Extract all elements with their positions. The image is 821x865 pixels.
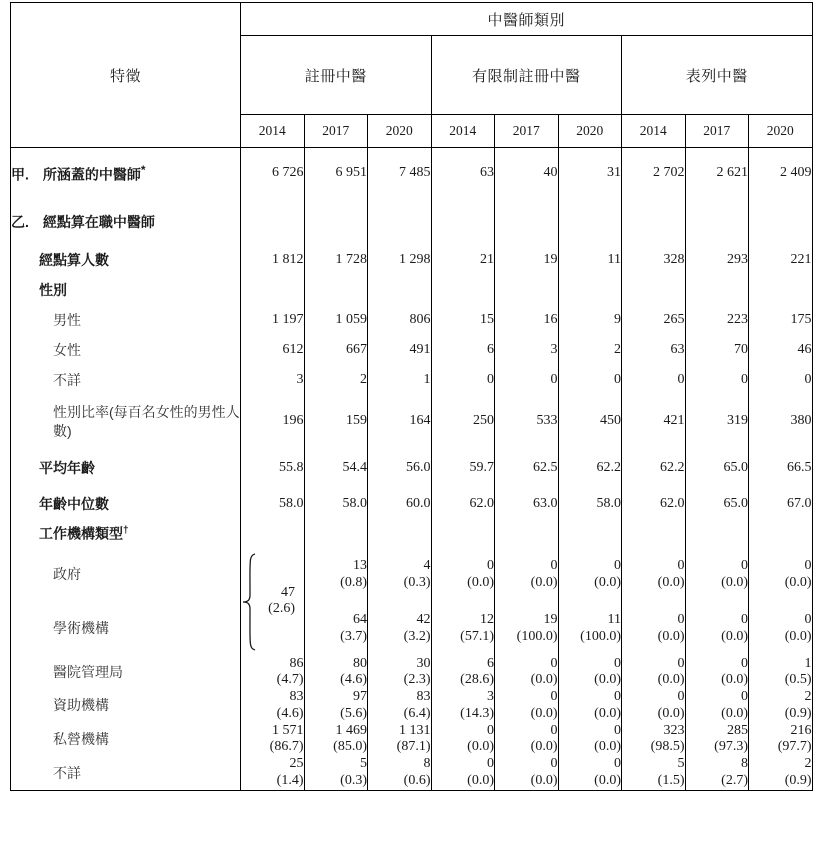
- table-row: [11, 548, 813, 602]
- data-cell: 65.0: [685, 448, 749, 490]
- table-row: [11, 448, 813, 490]
- data-cell: 323 (98.5): [622, 723, 686, 757]
- asterisk-marker: *: [140, 163, 146, 178]
- row-label: 性別比率(每百名女性的男性人數): [11, 396, 241, 448]
- row-label: 學術機構: [11, 602, 241, 656]
- data-cell: 0 (0.0): [495, 548, 559, 602]
- data-cell: [431, 520, 495, 548]
- data-cell-percent: (0.0): [467, 773, 494, 789]
- data-cell: 450: [558, 396, 622, 448]
- row-label: 女性: [11, 336, 241, 366]
- data-cell: 55.8: [241, 448, 305, 490]
- data-cell-percent: (0.6): [403, 773, 431, 789]
- data-cell: 62.5: [495, 448, 559, 490]
- data-cell: 0 (0.0): [685, 602, 749, 656]
- data-cell: 2: [558, 336, 622, 366]
- data-cell: 250: [431, 396, 495, 448]
- merged-value: [268, 585, 295, 619]
- data-cell: [622, 200, 686, 246]
- data-cell: 1 (0.5): [749, 656, 813, 690]
- data-cell: [304, 520, 368, 548]
- data-cell: 62.2: [622, 448, 686, 490]
- data-cell: 5 (0.3): [304, 756, 368, 790]
- data-cell-percent: (0.9): [784, 773, 812, 789]
- data-cell: 159: [304, 396, 368, 448]
- table-row: [11, 602, 813, 656]
- data-cell-percent: (0.0): [657, 628, 685, 644]
- dagger-marker: †: [123, 524, 129, 536]
- data-cell-percent: (0.8): [340, 574, 367, 590]
- data-cell: 8 (0.6): [368, 756, 432, 790]
- data-cell-percent: (0.0): [657, 574, 685, 590]
- data-cell-percent: (0.9): [784, 705, 812, 721]
- data-cell: [304, 200, 368, 246]
- row-label: 乙. 經點算在職中醫師: [11, 200, 241, 246]
- row-label: 醫院管理局: [11, 656, 241, 690]
- data-cell: [558, 200, 622, 246]
- data-cell: 63.0: [495, 490, 559, 520]
- data-cell: 0 (0.0): [685, 689, 749, 723]
- data-cell-percent: (0.5): [784, 672, 812, 688]
- data-cell: 19: [495, 246, 559, 276]
- data-cell: 6 726: [241, 148, 305, 200]
- data-cell-percent: (0.0): [784, 628, 812, 644]
- data-cell: 533: [495, 396, 559, 448]
- data-cell: 0: [685, 366, 749, 396]
- data-cell: 164: [368, 396, 432, 448]
- data-cell-percent: (0.0): [721, 574, 748, 590]
- header-feature: 特徵: [11, 3, 241, 148]
- data-cell-percent: (100.0): [516, 628, 558, 644]
- data-cell-percent: (4.6): [340, 672, 367, 688]
- data-cell: 62.0: [431, 490, 495, 520]
- data-cell-percent: (28.6): [460, 672, 494, 688]
- data-cell-percent: (0.0): [530, 672, 558, 688]
- data-cell: 1 469 (85.0): [304, 723, 368, 757]
- data-cell: 667: [304, 336, 368, 366]
- data-cell: [685, 276, 749, 306]
- data-cell: 328: [622, 246, 686, 276]
- data-cell: 63: [431, 148, 495, 200]
- table-row: [11, 306, 813, 336]
- row-label: 不詳: [11, 366, 241, 396]
- data-cell: 0 (0.0): [495, 756, 559, 790]
- row-label: 資助機構: [11, 689, 241, 723]
- data-cell: 25 (1.4): [241, 756, 305, 790]
- data-cell-percent: (3.2): [403, 628, 431, 644]
- data-cell: [304, 276, 368, 306]
- data-cell: 6 (28.6): [431, 656, 495, 690]
- table-row: [11, 520, 813, 548]
- data-cell: 0 (0.0): [431, 723, 495, 757]
- data-cell: [622, 520, 686, 548]
- data-cell-percent: (3.7): [340, 628, 367, 644]
- table-row: [11, 756, 813, 790]
- data-cell-percent: (0.0): [530, 739, 558, 755]
- data-cell: 63: [622, 336, 686, 366]
- header-year: 2020: [368, 115, 432, 148]
- data-cell-percent: (4.7): [276, 672, 304, 688]
- data-cell: 2: [304, 366, 368, 396]
- data-cell: [495, 200, 559, 246]
- header-subgroup-listed: 表列中醫: [622, 36, 813, 115]
- merged-value-percent: (2.6): [268, 601, 295, 617]
- header-year: 2020: [558, 115, 622, 148]
- merged-brace-cell: [241, 548, 305, 656]
- data-cell: 56.0: [368, 448, 432, 490]
- data-cell: 67.0: [749, 490, 813, 520]
- data-cell: 12 (57.1): [431, 602, 495, 656]
- header-year: 2017: [685, 115, 749, 148]
- data-cell: [685, 200, 749, 246]
- data-cell: 221: [749, 246, 813, 276]
- data-cell: 0 (0.0): [685, 548, 749, 602]
- data-cell: 319: [685, 396, 749, 448]
- data-cell-percent: (1.4): [276, 773, 304, 789]
- data-cell: 0: [558, 366, 622, 396]
- data-cell-percent: (97.7): [777, 739, 812, 755]
- data-cell: [558, 520, 622, 548]
- table-row: [11, 490, 813, 520]
- data-cell: 4 (0.3): [368, 548, 432, 602]
- data-cell: 65.0: [685, 490, 749, 520]
- data-cell: [749, 200, 813, 246]
- data-cell: 11: [558, 246, 622, 276]
- header-year: 2014: [622, 115, 686, 148]
- data-cell: [241, 276, 305, 306]
- data-cell: [685, 520, 749, 548]
- data-cell-percent: (100.0): [580, 628, 621, 644]
- data-cell: 83 (6.4): [368, 689, 432, 723]
- data-cell: 0: [431, 366, 495, 396]
- data-cell: 16: [495, 306, 559, 336]
- data-cell-percent: (0.0): [721, 672, 748, 688]
- row-label: 平均年齡: [11, 448, 241, 490]
- row-label: 甲. 所涵蓋的中醫師*: [11, 148, 241, 200]
- data-cell-percent: (87.1): [396, 739, 431, 755]
- data-cell: 70: [685, 336, 749, 366]
- data-cell: 30 (2.3): [368, 656, 432, 690]
- data-cell: [241, 200, 305, 246]
- merged-value-count: 47: [281, 584, 295, 600]
- data-cell: 380: [749, 396, 813, 448]
- row-label: 男性: [11, 306, 241, 336]
- data-cell: 216 (97.7): [749, 723, 813, 757]
- data-cell: 64 (3.7): [304, 602, 368, 656]
- data-cell: 1 571 (86.7): [241, 723, 305, 757]
- data-cell: 0 (0.0): [495, 723, 559, 757]
- header-category-group: 中醫師類別: [241, 3, 813, 36]
- data-cell: [558, 276, 622, 306]
- curly-brace-icon: [239, 548, 259, 656]
- header-year: 2020: [749, 115, 813, 148]
- chinese-medicine-practitioners-table: [10, 2, 813, 791]
- data-cell: 0 (0.0): [558, 756, 622, 790]
- data-cell: [368, 276, 432, 306]
- data-cell: 0: [495, 366, 559, 396]
- data-cell: 0 (0.0): [558, 723, 622, 757]
- data-cell-percent: (0.0): [594, 739, 621, 755]
- data-cell: 2 (0.9): [749, 756, 813, 790]
- data-cell: [749, 520, 813, 548]
- data-cell: 0 (0.0): [749, 548, 813, 602]
- row-label: 經點算人數: [11, 246, 241, 276]
- header-year: 2017: [304, 115, 368, 148]
- data-cell: 1: [368, 366, 432, 396]
- data-cell-percent: (0.0): [467, 739, 494, 755]
- data-cell: [622, 276, 686, 306]
- data-cell: [495, 276, 559, 306]
- data-cell: 265: [622, 306, 686, 336]
- data-cell-percent: (0.0): [530, 574, 558, 590]
- row-label: 年齡中位數: [11, 490, 241, 520]
- data-cell: 1 197: [241, 306, 305, 336]
- data-cell-percent: (0.0): [530, 773, 558, 789]
- data-cell: [241, 520, 305, 548]
- data-cell: 612: [241, 336, 305, 366]
- data-cell: [368, 520, 432, 548]
- data-cell-percent: (0.3): [403, 574, 431, 590]
- data-cell: 11 (100.0): [558, 602, 622, 656]
- data-cell: 31: [558, 148, 622, 200]
- header-year: 2014: [431, 115, 495, 148]
- data-cell-percent: (2.3): [403, 672, 431, 688]
- data-cell: [431, 276, 495, 306]
- table-row: [11, 689, 813, 723]
- data-cell: 86 (4.7): [241, 656, 305, 690]
- data-cell: 7 485: [368, 148, 432, 200]
- row-label: 工作機構類型†: [11, 520, 241, 548]
- data-cell: 196: [241, 396, 305, 448]
- data-cell-percent: (0.0): [784, 574, 812, 590]
- data-cell: 97 (5.6): [304, 689, 368, 723]
- data-cell-percent: (6.4): [403, 705, 431, 721]
- data-cell-percent: (2.7): [721, 773, 748, 789]
- table-row: [11, 396, 813, 448]
- data-cell: 0 (0.0): [558, 548, 622, 602]
- table-row: [11, 723, 813, 757]
- data-cell: 0 (0.0): [685, 656, 749, 690]
- data-cell: 62.0: [622, 490, 686, 520]
- data-cell: 83 (4.6): [241, 689, 305, 723]
- data-cell: 0 (0.0): [431, 756, 495, 790]
- header-row-group: [11, 3, 813, 36]
- data-cell: 0 (0.0): [622, 689, 686, 723]
- row-label: 政府: [11, 548, 241, 602]
- data-cell-percent: (0.0): [657, 672, 685, 688]
- data-cell-percent: (0.0): [594, 773, 621, 789]
- data-cell: 175: [749, 306, 813, 336]
- data-cell: 58.0: [241, 490, 305, 520]
- header-year: 2014: [241, 115, 305, 148]
- data-cell-percent: (98.5): [650, 739, 685, 755]
- data-cell: 1 728: [304, 246, 368, 276]
- data-cell-percent: (0.0): [721, 705, 748, 721]
- data-cell: 6 951: [304, 148, 368, 200]
- data-cell: 0 (0.0): [622, 548, 686, 602]
- data-cell-percent: (0.0): [530, 705, 558, 721]
- data-cell: 13 (0.8): [304, 548, 368, 602]
- data-cell-percent: (1.5): [657, 773, 685, 789]
- data-cell-percent: (0.3): [340, 773, 367, 789]
- data-cell: 66.5: [749, 448, 813, 490]
- data-cell: 2 621: [685, 148, 749, 200]
- data-cell: 2 409: [749, 148, 813, 200]
- data-cell-percent: (0.0): [721, 628, 748, 644]
- data-cell: 2 (0.9): [749, 689, 813, 723]
- statistics-table-page: [0, 2, 821, 865]
- data-cell: 62.2: [558, 448, 622, 490]
- table-row: [11, 656, 813, 690]
- data-cell-percent: (57.1): [460, 628, 494, 644]
- table-body: [11, 148, 813, 791]
- data-cell: 0: [622, 366, 686, 396]
- data-cell: 15: [431, 306, 495, 336]
- header-subgroup-registered: 註冊中醫: [241, 36, 432, 115]
- data-cell: 806: [368, 306, 432, 336]
- data-cell: 0 (0.0): [495, 656, 559, 690]
- table-row: [11, 336, 813, 366]
- table-row: [11, 276, 813, 306]
- data-cell: [495, 520, 559, 548]
- data-cell: [749, 276, 813, 306]
- data-cell-percent: (0.0): [594, 672, 621, 688]
- data-cell-percent: (0.0): [594, 705, 621, 721]
- header-year: 2017: [495, 115, 559, 148]
- data-cell: 40: [495, 148, 559, 200]
- data-cell: 54.4: [304, 448, 368, 490]
- data-cell: 58.0: [304, 490, 368, 520]
- data-cell-percent: (97.3): [714, 739, 748, 755]
- data-cell: 0: [749, 366, 813, 396]
- data-cell: 8 (2.7): [685, 756, 749, 790]
- data-cell: 0 (0.0): [558, 689, 622, 723]
- data-cell-percent: (0.0): [657, 705, 685, 721]
- table-row: [11, 366, 813, 396]
- data-cell: 46: [749, 336, 813, 366]
- data-cell: [368, 200, 432, 246]
- data-cell: 6: [431, 336, 495, 366]
- data-cell-percent: (0.0): [467, 574, 494, 590]
- data-cell: 293: [685, 246, 749, 276]
- row-label: 不詳: [11, 756, 241, 790]
- data-cell: 0 (0.0): [558, 656, 622, 690]
- header-subgroup-limited: 有限制註冊中醫: [431, 36, 622, 115]
- data-cell-percent: (85.0): [333, 739, 367, 755]
- data-cell: 42 (3.2): [368, 602, 432, 656]
- data-cell: 5 (1.5): [622, 756, 686, 790]
- table-header: [11, 3, 813, 148]
- row-label: 性別: [11, 276, 241, 306]
- data-cell-percent: (0.0): [594, 574, 621, 590]
- data-cell: 80 (4.6): [304, 656, 368, 690]
- table-row: [11, 148, 813, 200]
- data-cell: 223: [685, 306, 749, 336]
- row-label: 私營機構: [11, 723, 241, 757]
- data-cell: 58.0: [558, 490, 622, 520]
- data-cell: 1 812: [241, 246, 305, 276]
- table-row: [11, 246, 813, 276]
- data-cell-percent: (5.6): [340, 705, 367, 721]
- data-cell: 59.7: [431, 448, 495, 490]
- data-cell: 3: [241, 366, 305, 396]
- data-cell: 491: [368, 336, 432, 366]
- data-cell: 1 131 (87.1): [368, 723, 432, 757]
- data-cell: 0 (0.0): [622, 602, 686, 656]
- data-cell: 0 (0.0): [622, 656, 686, 690]
- data-cell: 60.0: [368, 490, 432, 520]
- data-cell: 3 (14.3): [431, 689, 495, 723]
- data-cell: 2 702: [622, 148, 686, 200]
- data-cell-percent: (14.3): [460, 705, 494, 721]
- data-cell: 9: [558, 306, 622, 336]
- data-cell-percent: (86.7): [269, 739, 304, 755]
- table-row: [11, 200, 813, 246]
- data-cell: 19 (100.0): [495, 602, 559, 656]
- data-cell: 0 (0.0): [431, 548, 495, 602]
- data-cell-percent: (4.6): [276, 705, 304, 721]
- data-cell: 3: [495, 336, 559, 366]
- data-cell: 21: [431, 246, 495, 276]
- data-cell: 0 (0.0): [495, 689, 559, 723]
- data-cell: 1 059: [304, 306, 368, 336]
- data-cell: 285 (97.3): [685, 723, 749, 757]
- data-cell: 0 (0.0): [749, 602, 813, 656]
- data-cell: 1 298: [368, 246, 432, 276]
- data-cell: [431, 200, 495, 246]
- data-cell: 421: [622, 396, 686, 448]
